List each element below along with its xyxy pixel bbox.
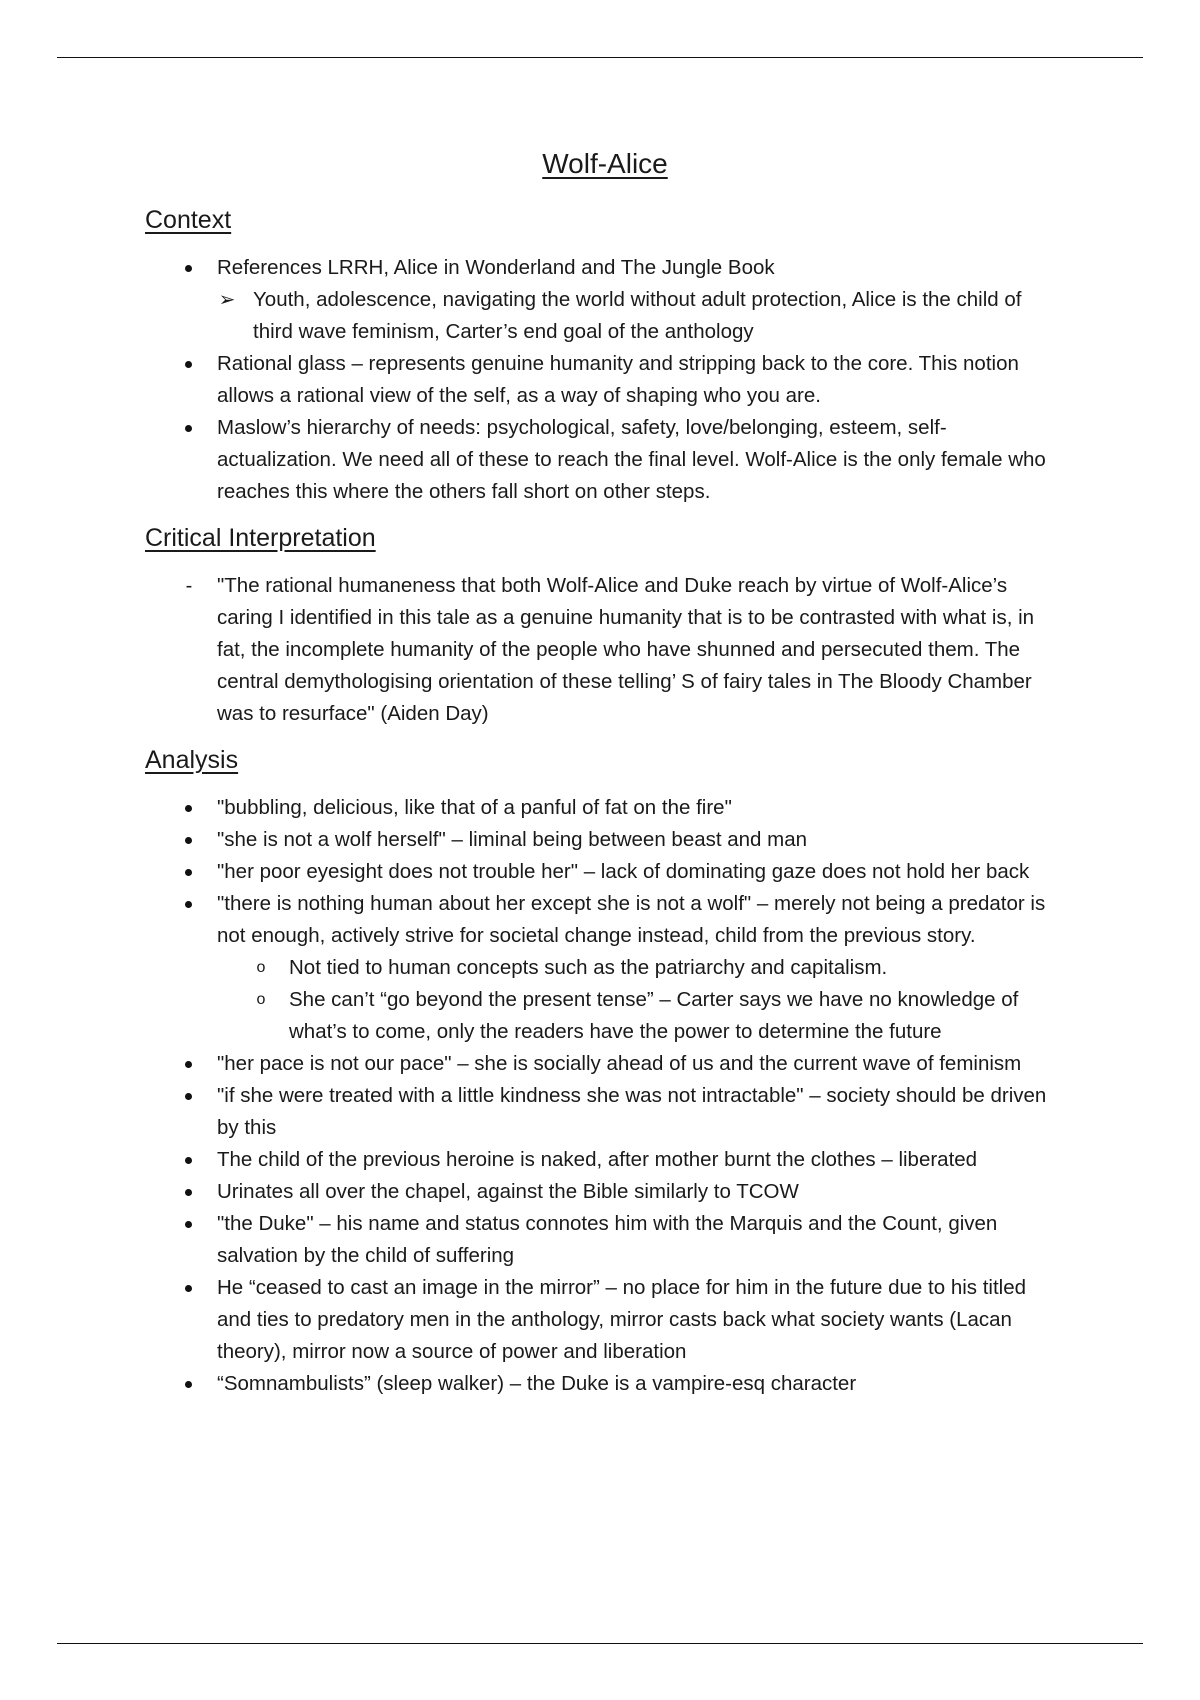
- list-item: - "The rational humaneness that both Wolf-Alice and Duke reach by virtue of Wolf-Alice’s caring I identified in this tale as a genuine humanity that is to be contrasted with what is, in fat, the incomplete humanity of the people who have shunned and persecuted them. The central demythologising orientation of these telling’ S of fairy tales in The Bloody Chamber was to resurface" (Aiden Day): [145, 570, 1065, 730]
- page-title: Wolf-Alice: [542, 148, 668, 179]
- circle-bullet-icon: o: [256, 991, 266, 1008]
- analysis-list: [145, 792, 1065, 1400]
- list-item: "if she were treated with a little kindness she was not intractable" – society should be driven by this: [217, 1084, 1047, 1139]
- list-item: "the Duke" – his name and status connotes him with the Marquis and the Count, given salvation by the child of suffering: [217, 1212, 998, 1267]
- list-item: o Not tied to human concepts such as the patriarchy and capitalism.: [145, 952, 1065, 984]
- list-item: ➢ Youth, adolescence, navigating the world without adult protection, Alice is the child of third wave feminism, Carter’s end goal of the anthology: [145, 284, 1065, 348]
- list-item: "her pace is not our pace" – she is socially ahead of us and the current wave of feminism: [217, 1052, 1022, 1075]
- list-item: "there is nothing human about her except she is not a wolf" – merely not being a predator is not enough, actively strive for societal change instead, child from the previous story.: [217, 892, 1046, 947]
- arrow-bullet-icon: ➢: [218, 289, 236, 311]
- critical-list: [145, 570, 1065, 730]
- list-item: o She can’t “go beyond the present tense” – Carter says we have no knowledge of what’s to come, only the readers have the power to determine the future: [145, 984, 1065, 1048]
- list-item: Urinates all over the chapel, against the Bible similarly to TCOW: [217, 1180, 799, 1203]
- context-list: [145, 252, 1065, 508]
- list-item: Rational glass – represents genuine humanity and stripping back to the core. This notion allows a rational view of the self, as a way of shaping who you are.: [217, 352, 1019, 407]
- heading-critical-interpretation: Critical Interpretation: [145, 524, 376, 552]
- footer-rule: [57, 1643, 1143, 1644]
- list-item: "she is not a wolf herself" – liminal being between beast and man: [217, 828, 808, 851]
- list-item: “Somnambulists” (sleep walker) – the Duke is a vampire-esq character: [217, 1372, 857, 1395]
- list-item: Maslow’s hierarchy of needs: psychological, safety, love/belonging, esteem, self-actualization. We need all of these to reach the final level. Wolf-Alice is the only female who reaches this where the others fall short on other steps.: [217, 416, 1046, 503]
- heading-analysis: Analysis: [145, 746, 239, 774]
- document-body: [145, 146, 1065, 1414]
- list-item: "bubbling, delicious, like that of a panful of fat on the fire": [217, 796, 732, 819]
- dash-bullet-icon: -: [185, 575, 193, 597]
- list-item: "her poor eyesight does not trouble her" – lack of dominating gaze does not hold her back: [217, 860, 1030, 883]
- header-rule: [57, 57, 1143, 58]
- circle-bullet-icon: o: [256, 959, 266, 976]
- heading-context: Context: [145, 206, 232, 234]
- list-item: The child of the previous heroine is naked, after mother burnt the clothes – liberated: [217, 1148, 978, 1171]
- list-item: He “ceased to cast an image in the mirror” – no place for him in the future due to his titled and ties to predatory men in the anthology, mirror casts back what society wants (Lacan theory), mirror now a source of power and liberation: [217, 1276, 1027, 1363]
- list-item: References LRRH, Alice in Wonderland and The Jungle Book: [217, 256, 775, 279]
